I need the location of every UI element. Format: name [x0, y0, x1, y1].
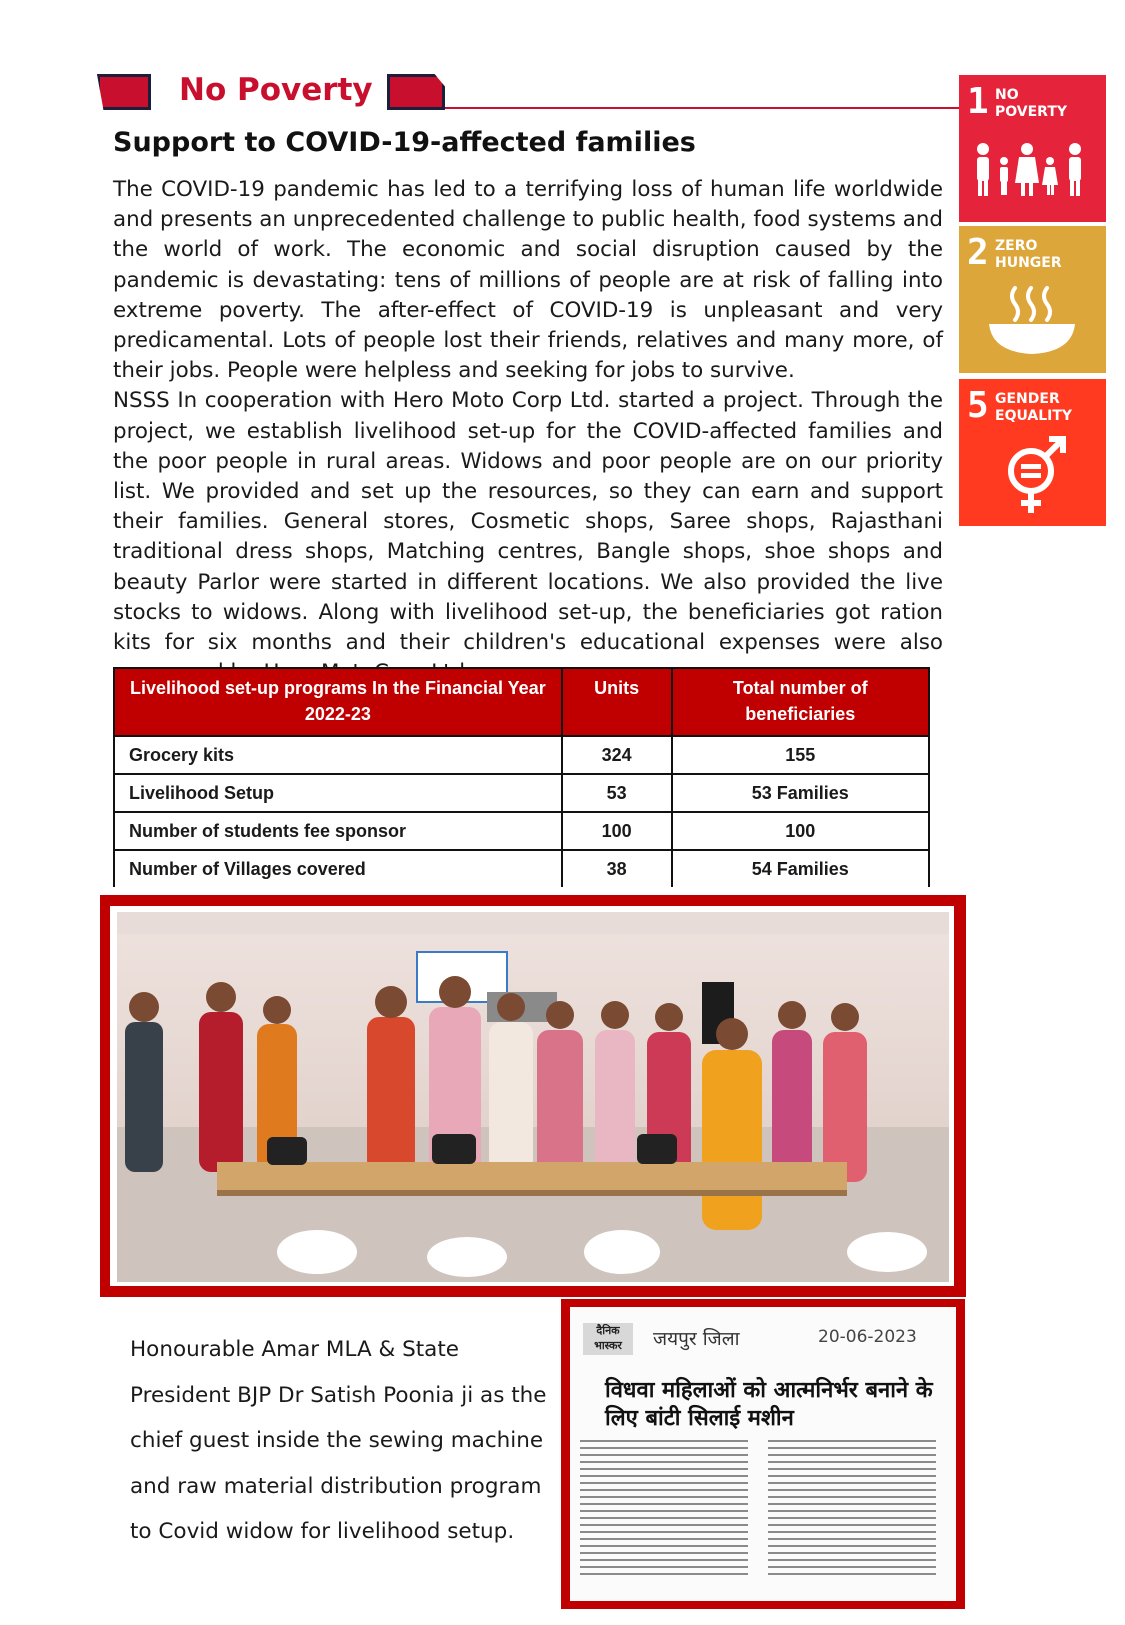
- newspaper-clipping: [570, 1307, 956, 1601]
- table-header-beneficiaries: Total number of beneficiaries: [672, 668, 930, 736]
- paragraph-2: NSSS In cooperation with Hero Moto Corp Ltd. started a project. Through the project, we establish livelihood set-up for the COVID-affected families and the poor people in rural areas. Widows and poor people are on our priority list. We provided and set up the resources, so they can earn and support their families. General stores, Cosmetic shops, Saree shops, Rajasthani traditional dress shops, Matching centres, Bangle shops, shoe shops and beauty Parlor were started in different locations. We also provided the live stocks to widows. Along with livelihood set-up, the beneficiaries got ration kits for six months and their children's educational expenses were also: [113, 388, 943, 656]
- table-cell: 155: [672, 736, 930, 774]
- table-row: [114, 736, 929, 774]
- table-cell: Grocery kits: [114, 736, 562, 774]
- table-cell: 324: [562, 736, 672, 774]
- sdg-tile-zero-hunger: [959, 226, 1106, 373]
- table-cell: 54 Families: [672, 850, 930, 887]
- table-row: [114, 850, 929, 887]
- table-row: [114, 774, 929, 812]
- sdg-number: 1: [967, 81, 989, 122]
- sdg-tile-no-poverty: [959, 75, 1106, 222]
- header-tab-right: [387, 74, 445, 110]
- newspaper-column-left: [580, 1440, 748, 1590]
- table-header-units: Units: [562, 668, 672, 736]
- sdg-number: 2: [967, 232, 989, 273]
- page-title: No Poverty: [179, 72, 373, 108]
- table-cell: 53 Families: [672, 774, 930, 812]
- newspaper-date: 20-06-2023: [818, 1327, 917, 1347]
- newspaper-column-right: [768, 1440, 936, 1590]
- newspaper-logo: दैनिक भास्कर: [583, 1323, 633, 1355]
- newspaper-headline: विधवा महिलाओं को आत्मनिर्भर बनाने के लिए बांटी सिलाई मशीन: [605, 1378, 933, 1431]
- table-header-row: [114, 668, 929, 736]
- header-rule: [445, 107, 960, 109]
- family-icon: [959, 75, 1106, 222]
- photo-caption: Honourable Amar MLA & State President BJP Dr Satish Poonia ji as the chief guest inside the sewing machine and raw material distribution program to Covid widow for livelihood setup.: [130, 1337, 547, 1544]
- sdg-label: GENDER EQUALITY: [995, 391, 1073, 424]
- table-cell: 53: [562, 774, 672, 812]
- table-header-program: Livelihood set-up programs In the Financial Year 2022-23: [114, 668, 562, 736]
- newspaper-place: जयपुर जिला: [653, 1328, 740, 1350]
- sdg-label: NO POVERTY: [995, 87, 1068, 120]
- table-cell: 100: [562, 812, 672, 850]
- event-photo: [117, 912, 949, 1282]
- sdg-tile-gender-equality: [959, 379, 1106, 526]
- body-text: [113, 175, 943, 688]
- sdg-label: ZERO HUNGER: [995, 238, 1062, 271]
- gender-equality-icon: [959, 379, 1106, 526]
- section-subtitle: Support to COVID-19-affected families: [113, 127, 696, 158]
- table-cell: Livelihood Setup: [114, 774, 562, 812]
- table-cell: 100: [672, 812, 930, 850]
- livelihood-table: [113, 667, 930, 887]
- header-tab-left: [97, 74, 151, 110]
- bowl-icon: [959, 226, 1106, 373]
- paragraph-1: The COVID-19 pandemic has led to a terrifying loss of human life worldwide and presents an unprecedented challenge to public health, food systems and the world of work. The economic and social disruption caused by the pandemic is devastating: tens of millions of people are at risk of falling into extreme poverty. The after-effect of COVID-19 is unpleasant and very predicamental. Lots of people lost their friends, relatives and many more, of their jobs. People were helpless and seeking for jobs to survive.: [113, 177, 943, 384]
- table-cell: 38: [562, 850, 672, 887]
- table-row: [114, 812, 929, 850]
- table-cell: Number of Villages covered: [114, 850, 562, 887]
- sdg-number: 5: [967, 385, 989, 426]
- table-cell: Number of students fee sponsor: [114, 812, 562, 850]
